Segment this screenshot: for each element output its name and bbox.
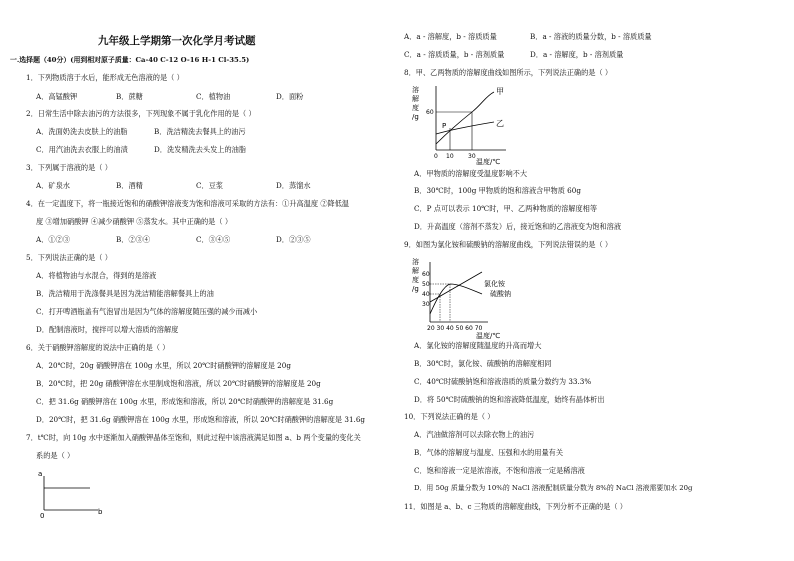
q8-xtick-0: 0 — [434, 153, 438, 160]
q7-graph — [30, 470, 110, 520]
q7-option-a: A．a - 溶解度，b - 溶质质量 — [404, 32, 497, 41]
q10-option-b: B．气体的溶解度与温度、压强和水的用量有关 — [414, 448, 564, 457]
q9-xticks: 20 30 40 50 60 70 — [427, 325, 483, 332]
q1-option-c: C．植物油 — [196, 92, 231, 101]
q8-curve-jia — [436, 92, 494, 144]
question-9: 9．如图为氯化铵和硫酸钠的溶解度曲线，下列说法错误的是（ ） — [404, 240, 613, 249]
q8-label-yi: 乙 — [496, 119, 504, 128]
q5-option-c: C．打开啤酒瓶盖有气泡冒出是因为气体的溶解度随压强的减少而减小 — [36, 307, 258, 316]
q9-option-c: C．40℃时硫酸钠饱和溶液溶质的质量分数约为 33.3% — [414, 377, 592, 386]
question-10: 10．下列说法正确的是（ ） — [404, 412, 495, 421]
q8-xtick-10: 10 — [446, 153, 454, 160]
q9-ylabel-1: 溶 — [412, 258, 419, 266]
q8-ytick-60: 60 — [426, 109, 434, 116]
q3-option-c: C．豆浆 — [196, 181, 224, 190]
q1-option-d: D．面粉 — [276, 92, 304, 101]
q3-option-a: A．矿泉水 — [36, 181, 70, 190]
q8-xlabel: 温度/℃ — [476, 158, 501, 166]
q7-axis-a-label: a — [38, 470, 43, 478]
q9-label-na2so4: 硫酸钠 — [490, 290, 511, 298]
q9-ylabel-3: 度 — [412, 276, 419, 284]
question-4-line-2: 度 ③增加硝酸钾 ④减少硝酸钾 ⑤蒸发水。其中正确的是（ ） — [36, 217, 233, 226]
q7-axis-b-label: b — [98, 508, 103, 516]
q8-ylabel-2: 解 — [412, 95, 419, 103]
section-heading: 一.选择题（40分）(用到相对原子质量：Ca-40 C-12 O-16 H-1 Cl-35.5) — [10, 56, 250, 64]
question-4-line-1: 4．在一定温度下，将一瓶接近饱和的硝酸钾溶液变为饱和溶液可采取的方法有：①升高温度 ②降低温 — [26, 199, 350, 208]
q2-option-c: C．用汽油洗去衣服上的油渍 — [36, 145, 128, 154]
q8-ylabel-1: 溶 — [412, 86, 419, 94]
q5-option-a: A．将植物油与水混合，得到的是溶液 — [36, 271, 157, 280]
question-7-line-1: 7．t℃时，向 10g 水中逐渐加入硝酸钾晶体至饱和，则此过程中该溶液满足如图 a、b 两个变量的变化关 — [26, 433, 361, 442]
q4-option-a: A．①②③ — [36, 235, 70, 244]
q10-option-c: C．饱和溶液一定是浓溶液，不饱和溶液一定是稀溶液 — [414, 466, 585, 475]
q7-origin-label: 0 — [40, 512, 45, 520]
q3-option-d: D．蒸馏水 — [276, 181, 311, 190]
q9-ylabel-2: 解 — [412, 267, 419, 275]
q10-option-d: D．用 50g 质量分数为 10%的 NaCl 溶液配制质量分数为 8%的 NaCl 溶液需要加水 20g — [414, 484, 693, 492]
question-8: 8．甲、乙两物质的溶解度曲线如图所示，下列说法正确的是（ ） — [404, 68, 613, 77]
question-3: 3．下列属于溶液的是（ ） — [26, 163, 112, 172]
q9-ytick-60: 60 — [422, 271, 430, 278]
q8-label-jia: 甲 — [496, 87, 504, 96]
q8-option-d: D．升高温度（溶剂不蒸发）后，接近饱和的乙溶液变为饱和溶液 — [414, 222, 622, 231]
q8-option-c: C．P 点可以表示 10℃时，甲、乙两种物质的溶解度相等 — [414, 204, 598, 213]
q8-label-p: P — [442, 122, 447, 130]
q8-option-b: B．30℃时，100g 甲物质的饱和溶液含甲物质 60g — [414, 186, 581, 195]
q1-option-a: A．高锰酸钾 — [36, 92, 78, 101]
question-7-line-2: 系的是（ ） — [36, 451, 75, 460]
q7-option-b: B．a - 溶液的质量分数，b - 溶质质量 — [530, 32, 652, 41]
q9-label-nh4cl: 氯化铵 — [484, 280, 505, 288]
q1-option-b: B．蔗糖 — [116, 92, 143, 101]
q9-ytick-40: 40 — [422, 291, 430, 298]
q4-option-b: B．②③④ — [116, 235, 151, 244]
q5-option-b: B．洗洁精用于洗涤餐具是因为洗洁精能溶解餐具上的油 — [36, 289, 214, 298]
q7-option-d: D．a - 溶解度，b - 溶剂质量 — [530, 50, 624, 59]
question-5: 5．下列说法正确的是（ ） — [26, 253, 112, 262]
question-11: 11．如图是 a、b、c 三物质的溶解度曲线，下列分析不正确的是（ ） — [404, 502, 627, 511]
q9-curve-na2so4 — [430, 284, 482, 314]
q8-option-a: A．甲物质的溶解度受温度影响不大 — [414, 169, 528, 178]
q4-option-c: C．③④⑤ — [196, 235, 231, 244]
q2-option-d: D．洗发精洗去头发上的油脂 — [154, 145, 247, 154]
q8-ylabel-3: 度 — [412, 104, 419, 112]
q2-option-b: B．洗洁精洗去餐具上的油污 — [154, 127, 246, 136]
q2-option-a: A．洗面奶洗去皮肤上的油脂 — [36, 127, 128, 136]
q10-option-a: A．汽油做溶剂可以去除衣物上的油污 — [414, 430, 535, 439]
exam-title: 九年级上学期第一次化学月考试题 — [98, 35, 256, 47]
q6-option-d: D．20℃时，把 31.6g 硝酸钾溶在 100g 水里，形成饱和溶液，所以 20℃时硝酸钾的溶解度是 31.6g — [36, 415, 365, 424]
q6-option-c: C．把 31.6g 硝酸钾溶在 100g 水里，形成饱和溶液，所以 20℃时硝酸钾的溶解度是 31.6g — [36, 397, 334, 406]
q8-xtick-30: 30 — [468, 153, 476, 160]
q9-option-d: D．将 50℃时硫酸钠的饱和溶液降低温度，始终有晶体析出 — [414, 395, 605, 404]
q3-option-b: B．酒精 — [116, 181, 143, 190]
question-2: 2．日常生活中除去油污的方法很多，下列现象不属于乳化作用的是（ ） — [26, 109, 256, 118]
q9-ytick-50: 50 — [422, 281, 430, 288]
q6-option-a: A．20℃时，20g 硝酸钾溶在 100g 水里，所以 20℃时硝酸钾的溶解度是 20g — [36, 361, 291, 370]
q9-solubility-chart — [410, 254, 530, 340]
question-1: 1．下列物质溶于水后，能形成无色溶液的是（ ） — [26, 73, 184, 82]
q9-option-a: A．氯化铵的溶解度随温度的升高而增大 — [414, 341, 542, 350]
q7-option-c: C．a - 溶质质量，b - 溶剂质量 — [404, 50, 505, 59]
q6-option-b: B．20℃时，把 20g 硝酸钾溶在水里制成饱和溶液，所以 20℃时硝酸钾的溶解度是 20g — [36, 379, 321, 388]
q4-option-d: D．②③⑤ — [276, 235, 311, 244]
q8-ylabel-4: /g — [412, 113, 419, 121]
q5-option-d: D．配制溶液时，搅拌可以增大溶质的溶解度 — [36, 325, 179, 334]
q9-ytick-30: 30 — [422, 301, 430, 308]
q9-xlabel: 温度/℃ — [476, 332, 501, 340]
question-6: 6．关于硝酸钾溶解度的说法中正确的是（ ） — [26, 343, 170, 352]
q9-option-b: B．30℃时，氯化铵、硫酸钠的溶解度相同 — [414, 359, 552, 368]
q9-ylabel-4: /g — [412, 285, 419, 293]
q8-solubility-chart — [410, 82, 520, 164]
